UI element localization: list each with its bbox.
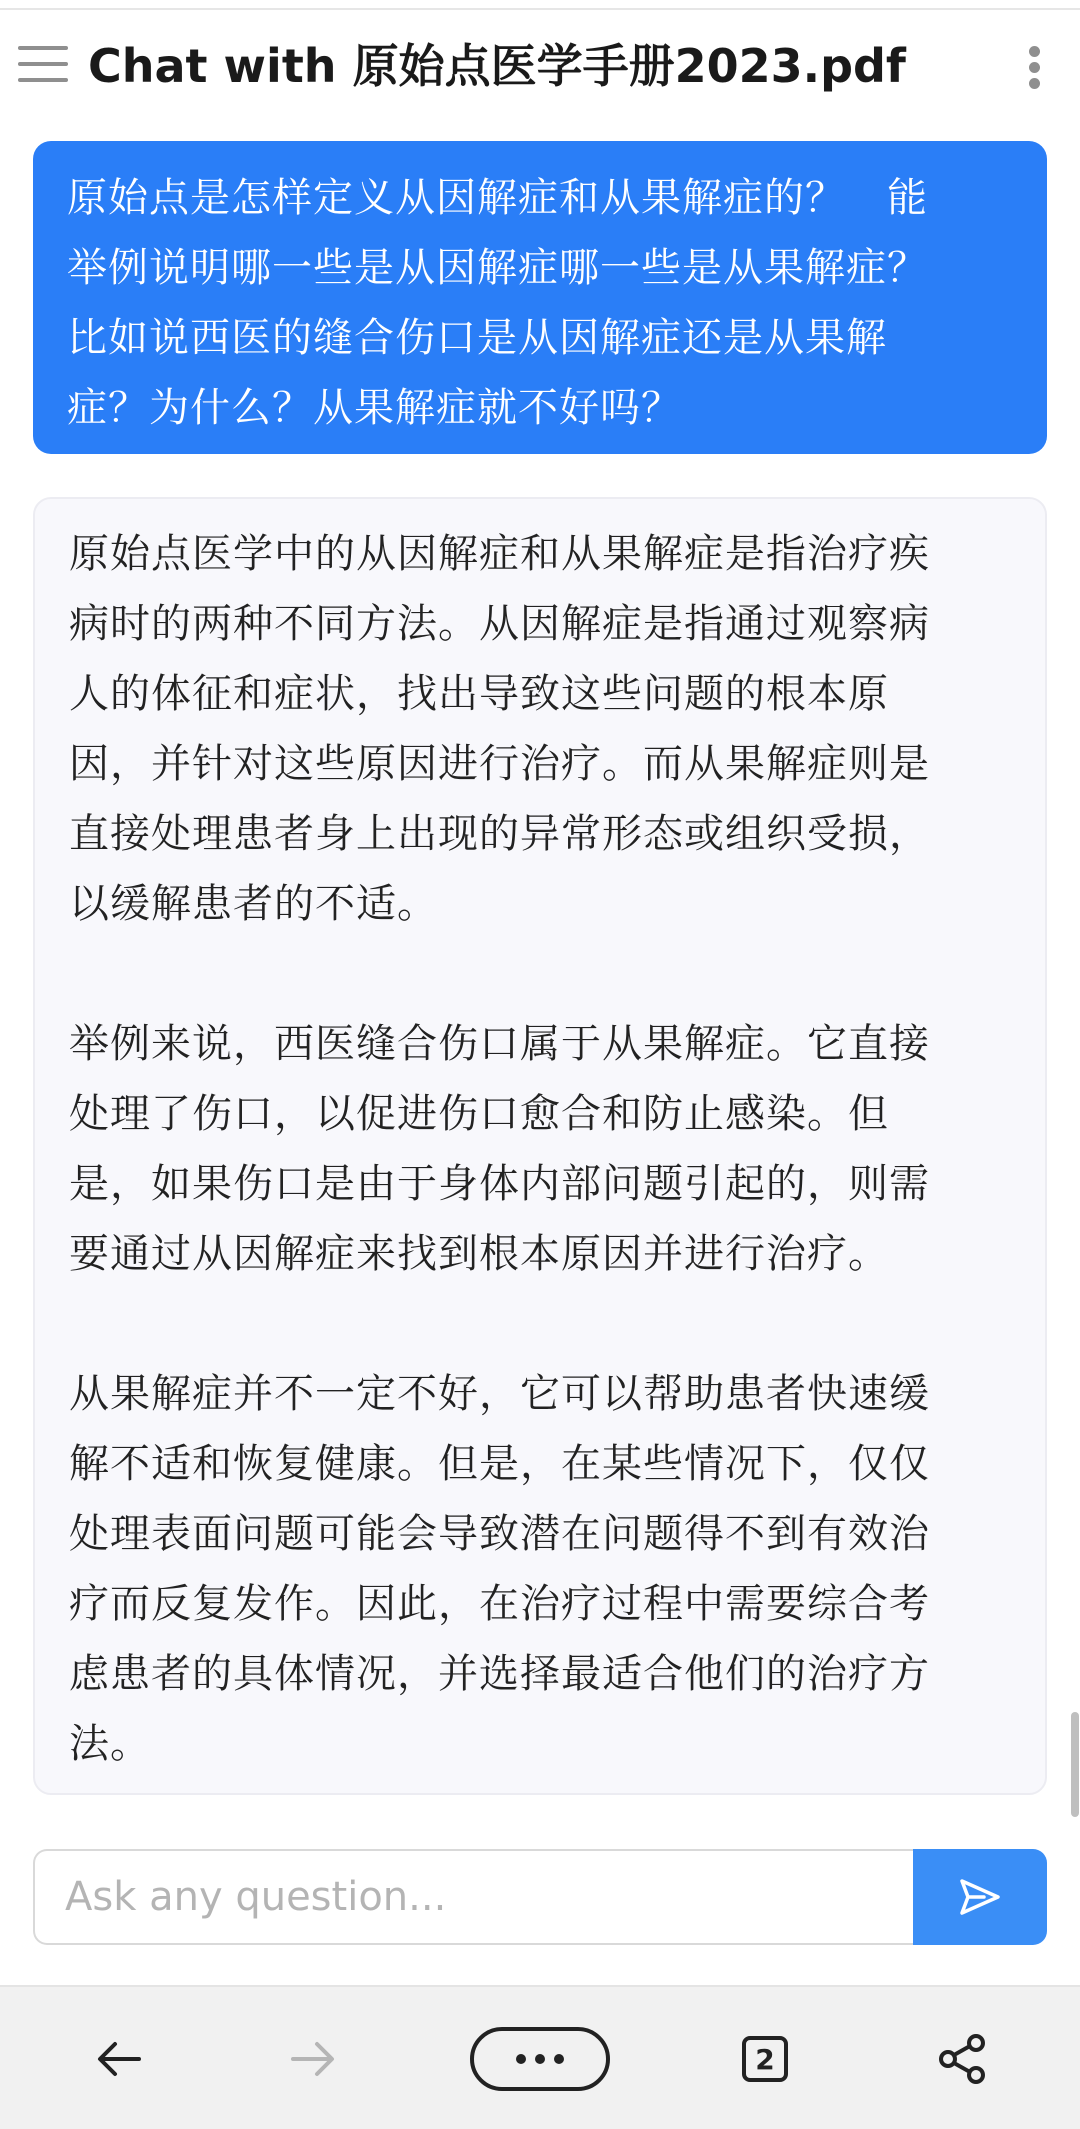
scrollbar-thumb[interactable] <box>1071 1712 1079 1817</box>
forward-button[interactable] <box>270 1987 356 2129</box>
question-input[interactable] <box>33 1849 913 1945</box>
more-button[interactable] <box>470 1987 610 2129</box>
tabs-icon: 2 <box>742 2036 788 2082</box>
browser-bottom-bar <box>0 1985 1080 2129</box>
tabs-button[interactable] <box>722 1987 808 2129</box>
user-message-text: 原始点是怎样定义从因解症和从果解症的？ 能 举例说明哪一些是从因解症哪一些是从果解症？ 比如说西医的缝合伤口是从因解症还是从果解 症？为什么？从果解症就不好吗？ <box>67 175 928 431</box>
share-button[interactable] <box>920 1987 1006 2129</box>
kebab-icon[interactable] <box>1022 44 1048 92</box>
top-divider <box>0 8 1080 10</box>
assistant-paragraph-1: 原始点医学中的从因解症和从果解症是指治疗疾 病时的两种不同方法。从因解症是指通过观察病 人的体征和症状，找出导致这些问题的根本原 因，并针对这些原因进行治疗。而从果解症则是 直接处理患者身上出现的异常形态或组织受损， 以缓解患者的不适。 <box>69 531 930 927</box>
assistant-paragraph-2: 举例来说，西医缝合伤口属于从果解症。它直接 处理了伤口，以促进伤口愈合和防止感染。但 是，如果伤口是由于身体内部问题引起的，则需 要通过从因解症来找到根本原因并进行治疗。 <box>69 1021 930 1277</box>
back-button[interactable] <box>76 1987 162 2129</box>
forward-arrow-icon <box>289 2039 337 2079</box>
question-input-row <box>33 1849 1047 1945</box>
back-arrow-icon <box>95 2039 143 2079</box>
more-icon <box>470 2027 610 2091</box>
hamburger-icon[interactable] <box>18 40 70 88</box>
page-title: Chat with 原始点医学手册2023.pdf <box>88 39 906 93</box>
share-icon <box>938 2033 988 2085</box>
send-icon <box>958 1877 1002 1917</box>
assistant-message-bubble <box>33 497 1047 1795</box>
assistant-paragraph-3: 从果解症并不一定不好，它可以帮助患者快速缓 解不适和恢复健康。但是，在某些情况下，仅仅 处理表面问题可能会导致潜在问题得不到有效治 疗而反复发作。因此，在治疗过程中需要综合考 虑患者的具体情况，并选择最适合他们的治疗方 法。 <box>69 1371 930 1767</box>
send-button[interactable] <box>913 1849 1047 1945</box>
user-message-bubble <box>33 141 1047 454</box>
header <box>0 20 1080 120</box>
